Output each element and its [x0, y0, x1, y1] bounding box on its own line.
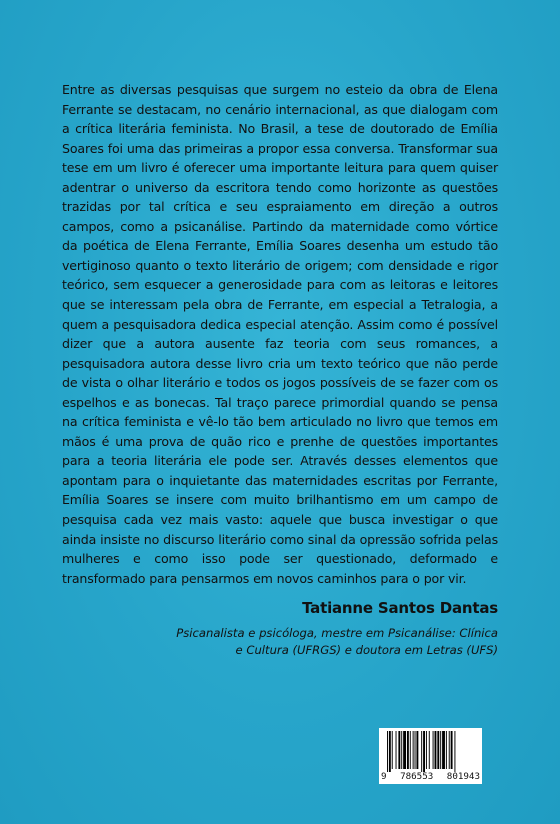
barcode-bar [401, 731, 402, 769]
barcode-bar [392, 731, 393, 769]
barcode-bar [429, 731, 430, 769]
isbn-right-digits: 801943 [446, 771, 480, 782]
credentials-line-2: e Cultura (UFRGS) e doutora em Letras (UFS) [235, 642, 498, 657]
isbn-barcode [379, 728, 482, 784]
barcode-bar [440, 731, 441, 769]
barcode-bar [435, 731, 437, 769]
isbn-prefix-digit: 9 [381, 771, 387, 782]
barcode-bar [410, 731, 411, 769]
author-credentials [138, 625, 498, 658]
barcode-bar [451, 731, 453, 769]
barcode-bar [407, 731, 409, 769]
barcode-bars [379, 728, 482, 772]
barcode-bar [403, 731, 406, 769]
barcode-bar [421, 731, 422, 772]
barcode-bar [387, 731, 388, 772]
barcode-bar [442, 731, 445, 769]
barcode-bar [437, 731, 439, 769]
back-cover-blurb [62, 80, 498, 588]
isbn-digits [379, 771, 482, 783]
barcode-bar [416, 731, 418, 769]
barcode-bar [433, 731, 434, 769]
blurb-text: Entre as diversas pesquisas que surgem no esteio da obra de Elena Ferrante se destacam, no cenário internacional, as que dialogam com a crítica literária feminista. No Brasil, a tese de doutorado de Emília Soares foi uma das primeiras a propor essa conversa. Transformar sua tese em um livro é oferecer uma importante leitura para quem quiser adentrar o universo da escritora tendo como horizonte as questões trazidas por tal crítica e seu espraiamento em direção a outros campos, como a psicanálise. Partindo da maternidade como vórtice da poética de Elena Ferrante, Emília Soares desenha um estudo tão vertiginoso quanto o texto literário de origem; com densidade e rigor teórico, sem esquecer a generosidade para com as leitoras e leitores que se interessam pela obra de Ferrante, em especial a Tetralogia, a quem a pesquisadora dedica especial atenção. Assim como é possível dizer que a autora ausente faz teoria com seus romances, a pesquisadora autora desse livro cria um texto teórico que não perde de vista o olhar literário e todos os jogos possíveis de se fazer com os espelhos e as bonecas. Tal traço parece primordial quando se pensa na crítica feminista e vê-lo tão bem articulado no livro que temos em mãos é uma prova de quão rico e prenhe de questões importantes para a teoria literária ele pode ser. Através desses elementos que apontam para o inquietante das maternidades escritas por Ferrante, Emília Soares se insere com muito brilhantismo em um campo de pesquisa cada vez mais vasto: aquele que busca investigar o que ainda insiste no discurso literário como sinal da opressão sofrida pelas mulheres e como isso pode ser questionado, deformado e transformado para pensarmos em novos caminhos para o por vir. [62, 82, 498, 586]
barcode-bar [454, 731, 455, 772]
barcode-bar [389, 731, 391, 772]
isbn-left-digits: 786553 [400, 771, 434, 782]
barcode-bar [396, 731, 397, 769]
barcode-bar [423, 731, 425, 772]
author-name: Tatianne Santos Dantas [302, 599, 498, 617]
barcode-bar [449, 731, 450, 769]
barcode-bar [413, 731, 414, 769]
barcode-bar [426, 731, 427, 769]
barcode-bar [398, 731, 400, 769]
barcode-bar [446, 731, 447, 769]
credentials-line-1: Psicanalista e psicóloga, mestre em Psicanálise: Clínica [176, 626, 498, 640]
barcode-bar [415, 731, 416, 769]
